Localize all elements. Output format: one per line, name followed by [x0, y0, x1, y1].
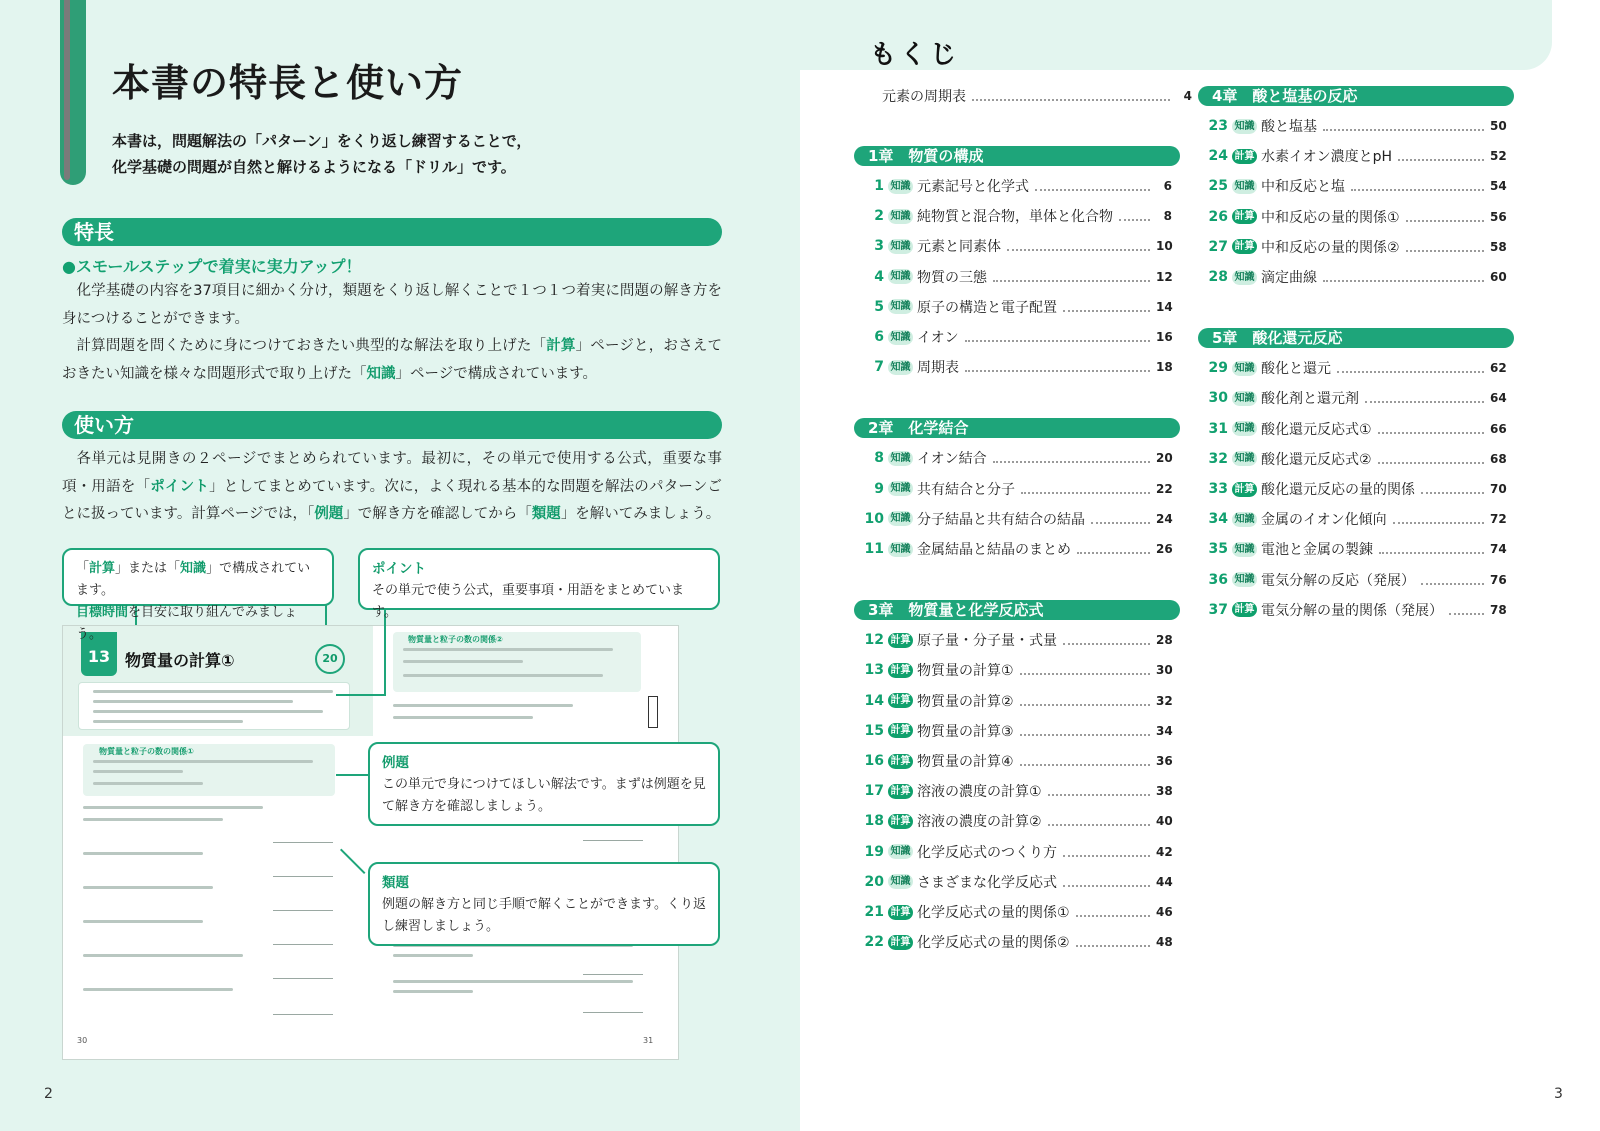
- dot-leader: [1007, 241, 1150, 251]
- toc-entry[interactable]: [1206, 479, 1506, 499]
- chishiki-badge: 知識: [1232, 361, 1257, 376]
- toc-entry-label: 純物質と混合物，単体と化合物: [917, 209, 1113, 226]
- dot-leader: [1021, 484, 1150, 494]
- toc-entry-page: 12: [1156, 269, 1173, 284]
- toc-entry-label: イオン結合: [917, 451, 987, 468]
- sample-timer: 20: [315, 644, 345, 674]
- chishiki-badge: 知識: [1232, 542, 1257, 557]
- toc-entry-page: 74: [1490, 542, 1507, 557]
- toc-entry[interactable]: [862, 327, 1172, 347]
- toc-entry[interactable]: [1206, 358, 1506, 378]
- dot-leader: [1048, 786, 1150, 796]
- dot-leader: [1323, 272, 1484, 282]
- dot-leader: [1020, 726, 1150, 736]
- intro-line-2: 化学基礎の問題が自然と解けるようになる「ドリル」です。: [112, 158, 516, 176]
- toc-entry[interactable]: [862, 902, 1172, 922]
- keisan-badge: 計算: [1232, 209, 1257, 224]
- keisan-badge: 計算: [1232, 239, 1257, 254]
- toc-entry-periodic-table[interactable]: 元素の周期表 4: [882, 89, 1192, 105]
- toc-entry[interactable]: [862, 872, 1172, 892]
- chishiki-badge: 知識: [888, 451, 913, 466]
- toc-entry[interactable]: [1206, 600, 1506, 620]
- toc-entry-number: 1: [874, 178, 884, 194]
- example-callout-text: この単元で身につけてほしい解法です。まずは例題を見て解き方を確認しましょう。: [382, 777, 706, 814]
- toc-entry-page: 18: [1156, 360, 1173, 375]
- dot-leader: [1119, 211, 1150, 221]
- sample-section-number: 13: [81, 632, 117, 676]
- usage-paragraph: 各単元は見開きの２ページでまとめられています。最初に，その単元で使用する公式，重要な事項・用語を「ポイント」としてまとめています。次に，よく現れる基本的な問題を解法のパターンごとに扱っています。計算ページでは，「例題」で解き方を確認してから「類題」を解いてみましょう。: [62, 451, 723, 522]
- toc-entry-page: 8: [1163, 209, 1172, 224]
- toc-entry-page: 48: [1156, 935, 1173, 950]
- toc-entry-label: 化学反応式の量的関係②: [917, 935, 1070, 952]
- dot-leader: [1378, 454, 1484, 464]
- toc-entry-page: 14: [1156, 299, 1173, 314]
- structure-callout: 「計算」または「知識」で構成されています。 目標時間を目安に取り組んでみましょう。: [62, 548, 334, 606]
- toc-entry[interactable]: [1206, 207, 1506, 227]
- toc-entry[interactable]: [862, 236, 1172, 256]
- toc-title: もくじ: [870, 40, 961, 70]
- toc-entry-number: 23: [1208, 118, 1228, 134]
- chishiki-badge: 知識: [888, 511, 913, 526]
- dot-leader: [1076, 907, 1150, 917]
- dot-leader: [1020, 665, 1150, 675]
- toc-entry-number: 5: [874, 298, 884, 315]
- toc-entry-label: 電気分解の量的関係（発展）: [1261, 602, 1443, 619]
- toc-entry-page: 24: [1156, 511, 1173, 526]
- toc-entry-number: 21: [864, 904, 884, 920]
- toc-entry[interactable]: [862, 751, 1172, 771]
- dot-leader: [1365, 393, 1484, 403]
- toc-entry-label: 中和反応の量的関係①: [1261, 209, 1400, 226]
- toc-entry-label: 物質量の計算②: [917, 693, 1014, 710]
- keisan-badge: 計算: [888, 693, 913, 708]
- toc-entry-label: 化学反応式の量的関係①: [917, 905, 1070, 921]
- toc-entry-page: 26: [1156, 542, 1173, 556]
- dot-leader: [1063, 877, 1150, 887]
- toc-entry[interactable]: [1206, 267, 1506, 287]
- toc-entry-label: 原子の構造と電子配置: [917, 299, 1057, 316]
- toc-entry[interactable]: [1206, 449, 1506, 469]
- toc-entry-label: さまざまな化学反応式: [917, 874, 1057, 891]
- dot-leader: [1076, 937, 1150, 947]
- features-text: [62, 278, 722, 388]
- toc-entry-page: 58: [1490, 239, 1507, 254]
- toc-entry-label: 溶液の濃度の計算②: [917, 814, 1042, 831]
- toc-entry-label: 滴定曲線: [1261, 270, 1317, 286]
- toc-entry-page: 28: [1156, 633, 1173, 648]
- page-number-right: 3: [1554, 1086, 1563, 1102]
- toc-entry-number: 13: [864, 662, 884, 679]
- toc-entry-number: 11: [864, 541, 884, 557]
- chapter-heading: 4章 酸と塩基の反応: [1198, 86, 1514, 106]
- toc-entry[interactable]: [862, 932, 1172, 952]
- dot-leader: [1035, 181, 1150, 191]
- keisan-badge: 計算: [888, 784, 913, 799]
- keisan-badge: 計算: [1232, 482, 1257, 497]
- toc-entry-label: イオン: [917, 330, 959, 346]
- chishiki-badge: 知識: [888, 269, 913, 284]
- toc-entry[interactable]: [1206, 237, 1506, 257]
- chishiki-badge: 知識: [1232, 119, 1257, 134]
- keisan-badge: 計算: [888, 633, 913, 648]
- toc-entry-page: 34: [1156, 723, 1173, 738]
- example-callout: [368, 742, 720, 826]
- toc-entry[interactable]: [1206, 570, 1506, 590]
- point-callout-text: その単元で使う公式，重要事項・用語をまとめています。: [372, 583, 685, 620]
- toc-entry[interactable]: [1206, 509, 1506, 529]
- toc-entry-label: 分子結晶と共有結合の結晶: [917, 511, 1085, 528]
- toc-entry-number: 36: [1208, 571, 1228, 588]
- toc-entry-page: 62: [1490, 361, 1507, 376]
- toc-entry-page: 66: [1490, 421, 1507, 436]
- dot-leader: [1393, 514, 1484, 524]
- dot-leader: [1063, 847, 1150, 857]
- dot-leader: [1323, 121, 1484, 131]
- dot-leader: [1048, 816, 1150, 826]
- sample-box2-title: 物質量と粒子の数の関係②: [408, 635, 503, 644]
- toc-entry-label: 周期表: [917, 360, 959, 377]
- toc-entry-label: 金属結晶と結晶のまとめ: [917, 542, 1071, 558]
- dot-leader: [1406, 242, 1484, 252]
- toc-entry-page: 70: [1490, 482, 1507, 496]
- toc-entry-number: 28: [1208, 269, 1228, 285]
- dot-leader: [1398, 151, 1484, 161]
- chapter-heading: 2章 化学結合: [854, 418, 1180, 438]
- toc-entry-label: 酸化還元反応式②: [1261, 451, 1372, 468]
- keisan-badge: 計算: [888, 935, 913, 950]
- similar-callout-title: 類題: [382, 875, 409, 891]
- toc-entry-number: 31: [1208, 420, 1228, 437]
- toc-entry[interactable]: [1206, 388, 1506, 408]
- toc-entry-number: 25: [1208, 178, 1228, 195]
- point-callout: [358, 548, 720, 620]
- toc-entry-label: 原子量・分子量・式量: [917, 633, 1057, 650]
- toc-entry[interactable]: [862, 842, 1172, 862]
- toc-entry-page: 42: [1156, 844, 1173, 859]
- chapter-heading: 3章 物質量と化学反応式: [854, 600, 1180, 620]
- toc-entry-page: 20: [1156, 451, 1173, 466]
- sample-page-right: 31: [643, 1036, 654, 1045]
- toc-entry-number: 16: [864, 753, 884, 769]
- toc-entry-number: 18: [864, 813, 884, 830]
- toc-entry-page: 32: [1156, 693, 1173, 708]
- usage-heading: 使い方: [62, 411, 722, 439]
- chishiki-badge: 知識: [888, 360, 913, 375]
- page-title: 本書の特長と使い方: [112, 61, 464, 105]
- toc-entry-number: 8: [874, 450, 884, 467]
- toc-entry-number: 19: [864, 843, 884, 860]
- toc-entry-page: 6: [1163, 179, 1172, 193]
- toc-entry-number: 24: [1208, 148, 1228, 165]
- toc-entry-page: 68: [1490, 451, 1507, 466]
- toc-entry[interactable]: [862, 630, 1172, 650]
- keisan-badge: 計算: [888, 814, 913, 829]
- features-paragraph-2: 計算問題を問くために身につけておきたい典型的な解法を取り上げた「計算」ページと，おさえておきたい知識を様々な問題形式で取り上げた「知識」ページで構成されています。: [62, 338, 722, 382]
- dot-leader: [1379, 544, 1484, 554]
- toc-entry[interactable]: [862, 357, 1172, 377]
- toc-entry-number: 10: [864, 510, 884, 527]
- toc-entry-page: 30: [1156, 663, 1173, 678]
- toc-entry[interactable]: [862, 176, 1172, 196]
- toc-entry-page: 38: [1156, 784, 1173, 799]
- toc-entry-label: 溶液の濃度の計算①: [917, 784, 1042, 801]
- toc-entry-number: 29: [1208, 360, 1228, 377]
- toc-entry-page: 16: [1156, 330, 1173, 344]
- dot-leader: [993, 453, 1150, 463]
- toc-entry-number: 32: [1208, 450, 1228, 467]
- keisan-badge: 計算: [888, 663, 913, 678]
- features-heading: 特長: [62, 218, 722, 246]
- chishiki-badge: 知識: [1232, 179, 1257, 194]
- dot-leader: [965, 332, 1150, 342]
- toc-entry-page: 22: [1156, 481, 1173, 496]
- chishiki-badge: 知識: [888, 542, 913, 557]
- dot-leader: [993, 272, 1150, 282]
- toc-entry[interactable]: [862, 811, 1172, 831]
- chishiki-badge: 知識: [888, 844, 913, 859]
- dot-leader: [1063, 635, 1150, 645]
- toc-entry-number: 20: [864, 873, 884, 890]
- toc-entry-label: 中和反応の量的関係②: [1261, 239, 1400, 256]
- toc-entry-number: 14: [864, 692, 884, 709]
- intro-text: [112, 128, 531, 180]
- toc-entry-number: 37: [1208, 601, 1228, 618]
- intro-line-1: 本書は，問題解法の「パターン」をくり返し練習することで，: [112, 132, 532, 150]
- similar-callout: [368, 862, 720, 946]
- dot-leader: [965, 362, 1150, 372]
- toc-entry-label: 酸化剤と還元剤: [1261, 391, 1359, 408]
- chishiki-badge: 知識: [1232, 572, 1257, 587]
- toc-entry-label: 共有結合と分子: [917, 481, 1015, 498]
- chishiki-badge: 知識: [1232, 270, 1257, 285]
- toc-entry-number: 9: [874, 480, 884, 497]
- toc-entry-number: 7: [874, 359, 884, 376]
- toc-entry[interactable]: [862, 448, 1172, 468]
- toc-entry-number: 6: [874, 329, 884, 345]
- toc-entry[interactable]: [862, 539, 1172, 559]
- toc-entry-number: 4: [874, 268, 884, 285]
- toc-entry-page: 54: [1490, 179, 1507, 194]
- toc-entry-label: 水素イオン濃度とpH: [1261, 149, 1392, 166]
- toc-entry-number: 15: [864, 722, 884, 739]
- keisan-badge: 計算: [1232, 602, 1257, 617]
- toc-entry[interactable]: [1206, 419, 1506, 439]
- toc-entry-label: 電気分解の反応（発展）: [1261, 572, 1415, 589]
- dot-leader: [1063, 302, 1150, 312]
- toc-entry-page: 40: [1156, 814, 1173, 829]
- chishiki-badge: 知識: [888, 239, 913, 254]
- keisan-badge: 計算: [1232, 149, 1257, 164]
- toc-entry-page: 56: [1490, 209, 1507, 224]
- dot-leader: [1406, 212, 1484, 222]
- dot-leader: [1351, 181, 1484, 191]
- chishiki-badge: 知識: [888, 330, 913, 345]
- right-page: [800, 0, 1600, 1131]
- chishiki-badge: 知識: [888, 179, 913, 194]
- chishiki-badge: 知識: [1232, 512, 1257, 527]
- toc-entry-page: 50: [1490, 119, 1507, 133]
- dot-leader: [1378, 424, 1484, 434]
- toc-entry-number: 22: [864, 934, 884, 951]
- toc-entry-label: 酸化と還元: [1261, 361, 1331, 378]
- toc-entry-number: 3: [874, 238, 884, 255]
- toc-entry[interactable]: [1206, 176, 1506, 196]
- dot-leader: [1421, 484, 1484, 494]
- toc-entry-page: 78: [1490, 602, 1507, 617]
- toc-entry-number: 2: [874, 208, 884, 225]
- page-number-left: 2: [44, 1086, 53, 1102]
- toc-entry-label: 元素記号と化学式: [917, 179, 1029, 195]
- toc-entry-number: 33: [1208, 481, 1228, 497]
- toc-entry-number: 12: [864, 632, 884, 649]
- chapter-heading: 1章 物質の構成: [854, 146, 1180, 166]
- chishiki-badge: 知識: [888, 299, 913, 314]
- toc-entry-label: 元素と同素体: [917, 239, 1001, 256]
- toc-entry-number: 27: [1208, 238, 1228, 255]
- dot-leader: [1421, 575, 1484, 585]
- toc-entry-label: 物質量の計算④: [917, 754, 1014, 770]
- toc-entry-page: 60: [1490, 270, 1507, 284]
- toc-entry-page: 72: [1490, 512, 1507, 527]
- toc-entry[interactable]: [862, 509, 1172, 529]
- keisan-badge: 計算: [888, 723, 913, 738]
- toc-entry[interactable]: [862, 691, 1172, 711]
- chapter-heading: 5章 酸化還元反応: [1198, 328, 1514, 348]
- dot-leader: [1020, 756, 1150, 766]
- toc-entry-label: 物質量の計算③: [917, 723, 1014, 740]
- toc-entry[interactable]: [1206, 146, 1506, 166]
- toc-entry-number: 34: [1208, 511, 1228, 528]
- toc-entry[interactable]: [1206, 539, 1506, 559]
- toc-entry-label: 電池と金属の製錬: [1261, 542, 1373, 559]
- title-accent-bar: [60, 0, 86, 185]
- example-callout-title: 例題: [382, 755, 409, 771]
- toc-entry[interactable]: [862, 781, 1172, 801]
- toc-entry-number: 17: [864, 783, 884, 800]
- sample-box1-title: 物質量と粒子の数の関係①: [99, 747, 194, 756]
- toc-entry-page: 52: [1490, 149, 1507, 164]
- toc-entry[interactable]: [1206, 116, 1506, 136]
- features-subheading: ●スモールステップで着実に実力アップ！: [62, 257, 362, 276]
- chishiki-badge: 知識: [1232, 421, 1257, 436]
- toc-entry-number: 26: [1208, 208, 1228, 225]
- toc-entry[interactable]: [862, 660, 1172, 680]
- chishiki-badge: 知識: [1232, 451, 1257, 466]
- toc-entry-label: 金属のイオン化傾向: [1261, 512, 1387, 529]
- toc-entry[interactable]: [862, 479, 1172, 499]
- point-callout-title: ポイント: [372, 561, 426, 577]
- sample-title: 物質量の計算①: [125, 651, 235, 670]
- keisan-badge: 計算: [888, 905, 913, 920]
- toc-entry[interactable]: [862, 206, 1172, 226]
- toc-entry-number: 30: [1208, 390, 1228, 407]
- toc-entry-label: 物質の三態: [917, 269, 987, 286]
- chishiki-badge: 知識: [888, 874, 913, 889]
- toc-entry[interactable]: [862, 721, 1172, 741]
- toc-entry-page: 36: [1156, 754, 1173, 768]
- similar-callout-text: 例題の解き方と同じ手順で解くことができます。くり返し練習しましょう。: [382, 897, 706, 934]
- chishiki-badge: 知識: [888, 209, 913, 224]
- toc-entry-page: 64: [1490, 391, 1507, 406]
- toc-entry-page: 46: [1156, 905, 1173, 919]
- toc-entry-page: 76: [1490, 572, 1507, 587]
- toc-entry[interactable]: [862, 297, 1172, 317]
- toc-entry-label: 酸と塩基: [1261, 119, 1317, 135]
- dot-leader: [1337, 363, 1484, 373]
- toc-entry[interactable]: [862, 267, 1172, 287]
- toc-entry-label: 化学反応式のつくり方: [917, 844, 1057, 861]
- sample-spread-illustration: [62, 625, 679, 1060]
- toc-entry-page: 10: [1156, 239, 1173, 254]
- toc-entry-label: 酸化還元反応式①: [1261, 421, 1372, 438]
- dot-leader: [1077, 544, 1150, 554]
- toc-entry-label: 物質量の計算①: [917, 663, 1014, 680]
- usage-text: [62, 446, 722, 529]
- toc-entry-label: 中和反応と塩: [1261, 179, 1345, 196]
- keisan-badge: 計算: [888, 754, 913, 769]
- features-paragraph-1: 化学基礎の内容を37項目に細かく分け，類題をくり返し解くことで１つ１つ着実に問題の解き方を身につけることができます。: [62, 283, 722, 327]
- dot-leader: [1020, 696, 1150, 706]
- toc-entry-label: 酸化還元反応の量的関係: [1261, 482, 1415, 498]
- sample-page-left: 30: [77, 1036, 88, 1045]
- chishiki-badge: 知識: [888, 481, 913, 496]
- toc-entry-page: 44: [1156, 874, 1173, 889]
- chishiki-badge: 知識: [1232, 391, 1257, 406]
- dot-leader: [1091, 514, 1150, 524]
- toc-entry-number: 35: [1208, 541, 1228, 558]
- dot-leader: [1449, 605, 1484, 615]
